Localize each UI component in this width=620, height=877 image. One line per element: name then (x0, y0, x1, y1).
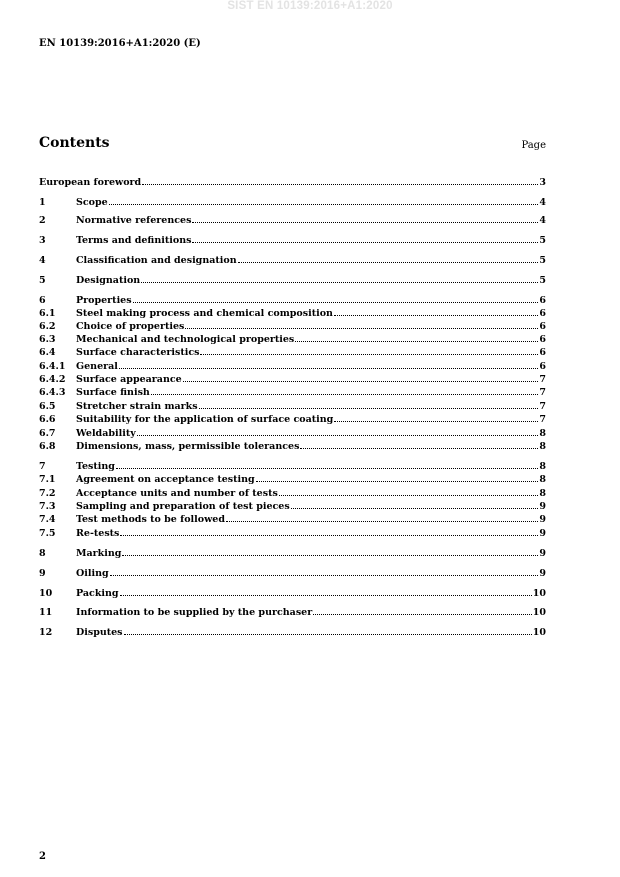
toc-entry-number: 7.3 (39, 501, 56, 512)
toc-dot-leader (300, 440, 538, 449)
toc-dot-leader (226, 513, 538, 522)
toc-dot-leader (192, 214, 538, 223)
toc-dot-leader (141, 274, 538, 283)
toc-entry[interactable] (39, 373, 546, 386)
toc-entry-number: 1 (39, 197, 46, 208)
toc-entry-number: 6.4 (39, 347, 56, 358)
toc-entry[interactable] (39, 413, 546, 426)
toc-entry-title: Stretcher strain marks (76, 401, 198, 412)
toc-entry[interactable] (39, 473, 546, 486)
toc-entry-number: 6.1 (39, 308, 56, 319)
toc-entry[interactable] (39, 626, 546, 639)
toc-entry-page: 9 (539, 548, 546, 559)
toc-entry-title: Re-tests (76, 528, 120, 539)
toc-entry-title: Acceptance units and number of tests (76, 488, 278, 499)
toc-dot-leader (133, 294, 539, 303)
toc-entry-title: Agreement on acceptance testing (76, 474, 255, 485)
toc-entry-title: Information to be supplied by the purchaser (76, 607, 313, 618)
toc-entry-title: General (76, 361, 118, 372)
toc-entry-number: 2 (39, 215, 46, 226)
toc-entry-title: Classification and designation (76, 255, 237, 266)
toc-entry[interactable] (39, 587, 546, 600)
toc-entry-page: 5 (539, 275, 546, 286)
toc-dot-leader (334, 413, 538, 422)
toc-dot-leader (185, 320, 538, 329)
toc-entry-page: 8 (539, 474, 546, 485)
toc-entry-page: 4 (539, 215, 546, 226)
toc-entry-number: 6.8 (39, 441, 56, 452)
toc-entry-number: 7.5 (39, 528, 56, 539)
toc-dot-leader (200, 346, 538, 355)
toc-entry-page: 10 (532, 588, 546, 599)
toc-entry[interactable] (39, 547, 546, 560)
toc-entry-title: Scope (76, 197, 108, 208)
toc-dot-leader (199, 400, 539, 409)
toc-entry[interactable] (39, 346, 546, 359)
toc-entry-page: 5 (539, 235, 546, 246)
toc-dot-leader (183, 373, 539, 382)
toc-entry-number: 6.2 (39, 321, 56, 332)
toc-dot-leader (110, 567, 539, 576)
toc-entry-title: Disputes (76, 627, 123, 638)
page-column-label: Page (521, 140, 546, 151)
toc-entry-page: 10 (532, 627, 546, 638)
toc-entry-number: 6.6 (39, 414, 56, 425)
toc-entry-number: 6.5 (39, 401, 56, 412)
toc-entry-page: 4 (539, 197, 546, 208)
toc-entry[interactable] (39, 606, 546, 619)
toc-entry-number: 7.2 (39, 488, 56, 499)
toc-entry[interactable] (39, 254, 546, 267)
toc-entry[interactable] (39, 400, 546, 413)
toc-entry-title: European foreword (39, 177, 142, 188)
toc-entry-page: 7 (539, 414, 546, 425)
toc-entry-number: 5 (39, 275, 46, 286)
toc-entry-title: Testing (76, 461, 115, 472)
toc-entry-number: 6.4.3 (39, 387, 66, 398)
toc-entry-title: Surface appearance (76, 374, 182, 385)
toc-entry-page: 3 (539, 177, 546, 188)
toc-entry-page: 10 (532, 607, 546, 618)
table-of-contents (39, 0, 546, 877)
toc-entry[interactable] (39, 320, 546, 333)
contents-title: Contents (39, 135, 110, 151)
toc-entry-number: 8 (39, 548, 46, 559)
toc-entry-title: Choice of properties (76, 321, 185, 332)
toc-entry-number: 7.1 (39, 474, 56, 485)
toc-entry[interactable] (39, 333, 546, 346)
toc-entry-title: Suitability for the application of surface coating (76, 414, 334, 425)
toc-dot-leader (137, 427, 539, 436)
toc-entry-title: Surface finish (76, 387, 150, 398)
toc-entry-number: 9 (39, 568, 46, 579)
toc-dot-leader (151, 386, 539, 395)
toc-dot-leader (192, 234, 538, 243)
toc-dot-leader (124, 626, 532, 635)
toc-entry-page: 9 (539, 568, 546, 579)
toc-entry-page: 9 (539, 514, 546, 525)
toc-entry-title: Test methods to be followed (76, 514, 225, 525)
toc-entry-page: 7 (539, 374, 546, 385)
toc-entry-page: 9 (539, 528, 546, 539)
watermark: SIST EN 10139:2016+A1:2020 (227, 0, 393, 12)
toc-dot-leader (122, 547, 538, 556)
toc-entry-page: 6 (539, 361, 546, 372)
toc-entry-title: Surface characteristics (76, 347, 200, 358)
toc-dot-leader (279, 487, 539, 496)
toc-entry-number: 10 (39, 588, 53, 599)
toc-entry-title: Mechanical and technological properties (76, 334, 295, 345)
toc-entry-page: 6 (539, 295, 546, 306)
toc-entry-title: Normative references (76, 215, 192, 226)
toc-dot-leader (120, 587, 532, 596)
toc-dot-leader (295, 333, 538, 342)
toc-entry-page: 6 (539, 347, 546, 358)
toc-entry-page: 5 (539, 255, 546, 266)
toc-entry-number: 7.4 (39, 514, 56, 525)
toc-entry-title: Properties (76, 295, 132, 306)
toc-entry-title: Oiling (76, 568, 109, 579)
toc-entry-title: Weldability (76, 428, 136, 439)
toc-entry-page: 9 (539, 501, 546, 512)
toc-entry-title: Dimensions, mass, permissible tolerances (76, 441, 300, 452)
toc-entry-number: 6.3 (39, 334, 56, 345)
toc-entry[interactable] (39, 567, 546, 580)
toc-entry[interactable] (39, 176, 546, 189)
toc-dot-leader (256, 473, 539, 482)
toc-entry[interactable] (39, 440, 546, 453)
toc-entry-page: 6 (539, 308, 546, 319)
toc-dot-leader (238, 254, 539, 263)
toc-entry[interactable] (39, 294, 546, 307)
toc-entry[interactable] (39, 274, 546, 287)
toc-entry[interactable] (39, 527, 546, 540)
toc-entry-number: 6 (39, 295, 46, 306)
toc-entry-title: Marking (76, 548, 122, 559)
toc-entry[interactable] (39, 460, 546, 473)
toc-entry-title: Steel making process and chemical composition (76, 308, 333, 319)
toc-entry-number: 6.7 (39, 428, 56, 439)
toc-entry[interactable] (39, 307, 546, 320)
toc-entry[interactable] (39, 513, 546, 526)
toc-entry-title: Packing (76, 588, 119, 599)
toc-entry[interactable] (39, 487, 546, 500)
toc-entry-page: 7 (539, 401, 546, 412)
toc-entry[interactable] (39, 500, 546, 513)
toc-dot-leader (116, 460, 538, 469)
toc-entry-page: 8 (539, 488, 546, 499)
toc-entry-page: 8 (539, 441, 546, 452)
toc-entry-number: 12 (39, 627, 53, 638)
toc-entry-page: 7 (539, 387, 546, 398)
toc-entry-number: 11 (39, 607, 53, 618)
toc-entry[interactable] (39, 386, 546, 399)
toc-entry-page: 6 (539, 321, 546, 332)
toc-dot-leader (334, 307, 538, 316)
toc-dot-leader (142, 176, 538, 185)
toc-entry-page: 8 (539, 428, 546, 439)
page-number: 2 (39, 851, 46, 862)
toc-entry[interactable] (39, 427, 546, 440)
document-id: EN 10139:2016+A1:2020 (E) (39, 38, 201, 49)
toc-entry[interactable] (39, 214, 546, 227)
toc-dot-leader (109, 196, 539, 205)
toc-dot-leader (119, 360, 538, 369)
toc-entry-number: 6.4.1 (39, 361, 66, 372)
toc-dot-leader (313, 606, 532, 615)
toc-entry-number: 6.4.2 (39, 374, 66, 385)
toc-entry-title: Terms and definitions (76, 235, 192, 246)
toc-entry-number: 7 (39, 461, 46, 472)
toc-entry[interactable] (39, 360, 546, 373)
toc-entry-title: Designation (76, 275, 141, 286)
toc-entry[interactable] (39, 196, 546, 209)
toc-entry-title: Sampling and preparation of test pieces (76, 501, 290, 512)
toc-entry[interactable] (39, 234, 546, 247)
toc-dot-leader (120, 527, 538, 536)
toc-entry-number: 3 (39, 235, 46, 246)
toc-dot-leader (291, 500, 539, 509)
toc-entry-page: 6 (539, 334, 546, 345)
toc-entry-page: 8 (539, 461, 546, 472)
toc-entry-number: 4 (39, 255, 46, 266)
